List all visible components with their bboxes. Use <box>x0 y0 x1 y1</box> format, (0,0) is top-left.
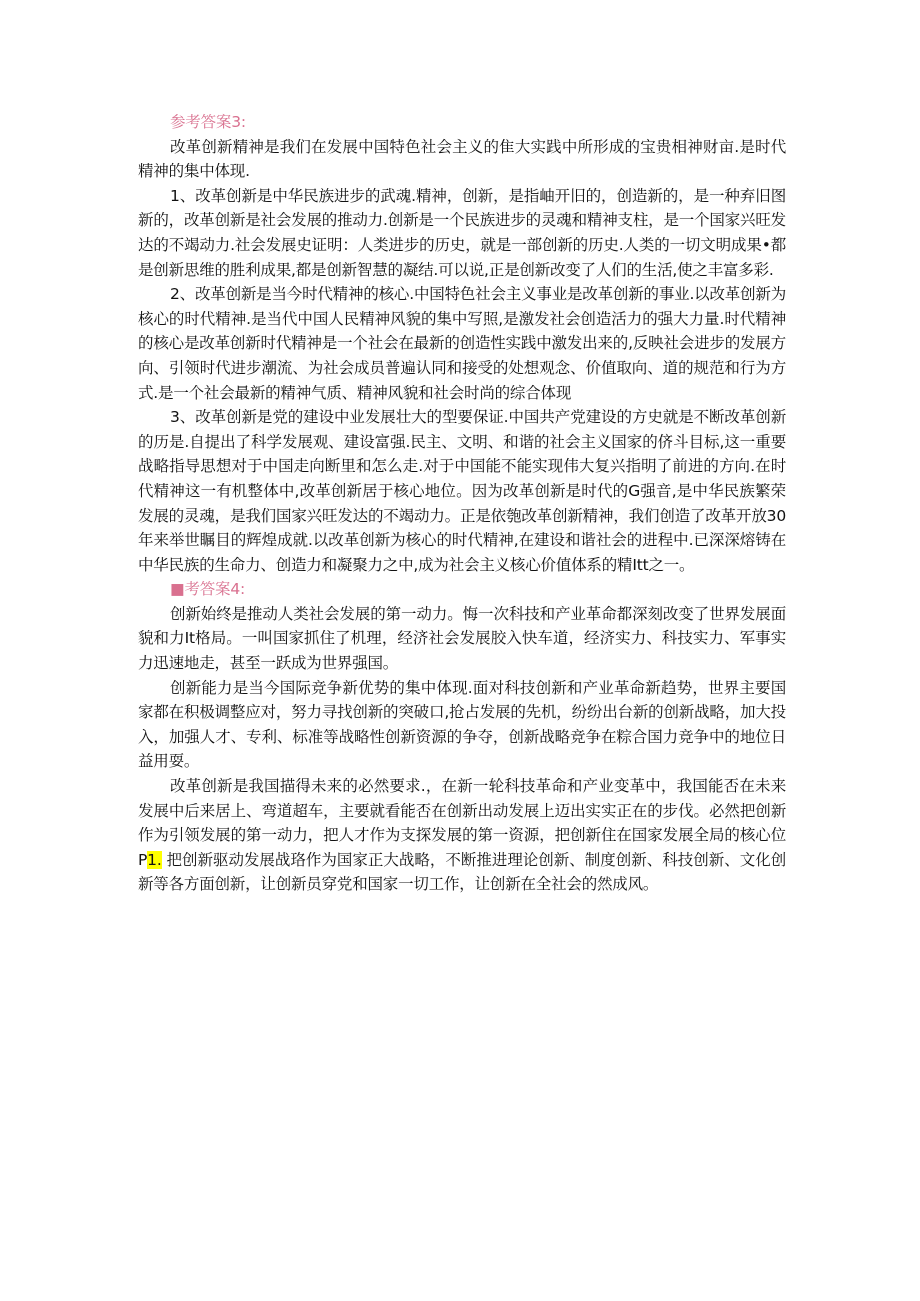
answer-4-reform-paragraph <box>138 774 786 897</box>
reform-paragraph-text-end: 把创新驱动发展战珞作为国家正大战略，不断推进理论创新、制度创新、科技创新、文化创新等各方面创新，让创新员穿党和国家一切工作，让创新在全社会的然成风。 <box>138 850 786 894</box>
answer-3-heading: 参考答案3: <box>170 113 246 131</box>
answer-4-heading-text: 考答案4: <box>184 580 246 599</box>
answer-3-intro-paragraph: 改革创新精神是我们在发展中国特色社会主义的隹大实践中所形成的宝贵相神财亩.是时代精神的集中体现. <box>138 137 786 181</box>
answer-4-heading <box>138 577 786 602</box>
answer-3-point-2-paragraph: 2、改革创新是当今时代精神的核心.中国特色社会主义事业是改革创新的事业.以改革创新为核心的时代精神.是当代中国人民精神风貌的集中写照,是激发社会创造活力的强大力量.时代精神的核心是改革创新时代精神是一个社会在最新的创造性实践中激发出来的,反映社会进步的发展方向、引领时代进步潮流、为社会成员普遍认同和接受的处想观念、价值取向、道的规范和行为方式.是一个社会最新的精神气质、精神风貌和社会时尚的综合体现 <box>138 285 786 402</box>
answer-4-intro-paragraph: 创新始终是推动人类社会发展的第一动力。悔一次科技和产业革命都深刻改变了世界发展面貌和力It格局。一叫国家抓住了机理，经济社会发展胶入快车道，经济实力、科技实力、军事实力迅速地走，甚至一跃成为世界强国。 <box>138 604 786 673</box>
highlighted-text: 1. <box>147 850 162 869</box>
document-body <box>138 110 786 897</box>
reform-paragraph-text-start: 改革创新是我国描得未来的必然要求.，在新一轮科技革命和产业变革中，我国能否在未来发展中后来居上、弯道超车，主要就看能否在创新出动发展上迈出实实正在的步伐。必然把创新作为引领发展的第一动力，把人才作为支探发展的第一资源，把创新住在国家发展全局的核心位P <box>138 777 786 869</box>
answer-3-point-3-paragraph: 3、改革创新是党的建设中业发展壮大的型要保证.中国共产党建设的方史就是不断改革创新的历是.自提出了科学发展观、建设富强.民主、文明、和谐的社会主义国家的侪斗目标,这一重要战略指导思想对于中国走向断里和怎么走.对于中国能不能实现伟大复兴指明了前进的方向.在时代精神这一有机整体中,改革创新居于核心地位。因为改革创新是时代的G强音,是中华民族繁荣发展的灵魂，是我们国家兴旺发达的不竭动力。正是依匏改革创新精神，我们创造了改革开放30年来举世瞩目的辉煌成就.以改革创新为核心的时代精神,在建设和谐社会的进程中.已深深熔铸在中华民族的生命力、创造力和凝聚力之中,成为社会主义核心价值体系的精Itt之一。 <box>138 408 786 574</box>
heading-bullet-marker: ■ <box>170 580 185 599</box>
answer-3-point-1-paragraph: 1、改革创新是中华民族进步的武魂.精神，创新，是指岫开旧的，创造新的，是一种弃旧图新的，改革创新是社会发展的推动力.创新是一个民族进步的灵魂和精神支柱，是一个国家兴旺发达的不竭动力.社会发展史证明：人类进步的历史，就是一部创新的历史.人类的一切文明成果•都是创新思维的胜利成果,都是创新智慧的凝结.可以说,正是创新改变了人们的生活,使之丰富多彩. <box>138 186 786 279</box>
answer-4-ability-paragraph: 创新能力是当今国际竞争新优势的集中体现.面对科技创新和产业革命新趋势，世界主要国家都在积极调整应对，努力寻找创新的突破口,抢占发展的先机，纷纷出台新的创新战略，加大投入，加强人才、专利、标准等战略性创新资源的争夺，创新战略竞争在粽合国力竞争中的地位日益用耍。 <box>138 678 786 771</box>
